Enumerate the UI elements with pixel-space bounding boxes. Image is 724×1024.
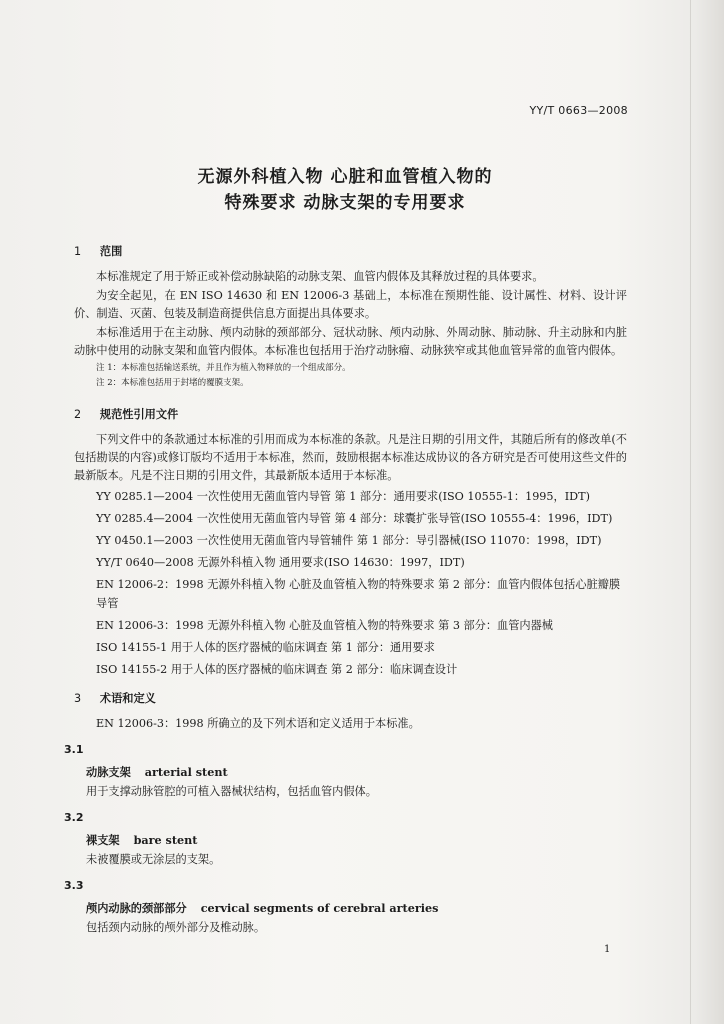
document-body [64,243,627,939]
page-edge [690,0,691,1024]
document-title-line-2: 特殊要求 动脉支架的专用要求 [224,193,466,213]
section-1-heading [74,243,627,261]
section-3-heading [74,690,627,708]
reference-item: YY 0285.4—2004 一次性使用无菌血管内导管 第 4 部分：球囊扩张导管(ISO 10555-4：1996，IDT) [96,512,613,525]
section-number: 3 [74,692,82,705]
note: 注 2：本标准包括用于封堵的覆膜支架。 [96,378,249,388]
paragraph: 本标准适用于在主动脉、颅内动脉的颈部部分、冠状动脉、颅内动脉、外周动脉、肺动脉、升主动脉和内脏动脉中使用的动脉支架和血管内假体。本标准也包括用于治疗动脉瘤、动脉狭窄或其他血管异常的血管内假体。 [74,326,627,357]
standard-code: YY/T 0663—2008 [529,104,628,117]
reference-item: YY 0450.1—2003 一次性使用无菌血管内导管辅件 第 1 部分：导引器械(ISO 11070：1998，IDT) [96,534,602,547]
reference-item: ISO 14155-2 用于人体的医疗器械的临床调查 第 2 部分：临床调查设计 [96,663,458,676]
page-number: 1 [604,944,611,955]
reference-item: ISO 14155-1 用于人体的医疗器械的临床调查 第 1 部分：通用要求 [96,641,435,654]
reference-item: YY/T 0640—2008 无源外科植入物 通用要求(ISO 14630：1997，IDT) [96,556,465,569]
reference-item: YY 0285.1—2004 一次性使用无菌血管内导管 第 1 部分：通用要求(ISO 10555-1：1995，IDT) [96,490,590,503]
term-zh: 动脉支架 [86,765,131,779]
paragraph: 本标准规定了用于矫正或补偿动脉缺陷的动脉支架、血管内假体及其释放过程的具体要求。 [96,270,544,283]
note: 注 1：本标准包括输送系统，并且作为植入物释放的一个组成部分。 [96,363,351,373]
section-number: 1 [74,245,82,258]
section-title: 规范性引用文件 [99,408,179,421]
term-zh: 颅内动脉的颈部部分 [86,901,187,915]
paragraph: EN 12006-3：1998 所确立的及下列术语和定义适用于本标准。 [96,717,420,730]
term-number: 3.1 [64,743,84,756]
section-number: 2 [74,408,82,421]
term-heading [86,899,627,917]
document-title-line-1: 无源外科植入物 心脏和血管植入物的 [197,167,493,187]
term-heading [86,831,627,849]
paragraph: 下列文件中的条款通过本标准的引用而成为本标准的条款。凡是注日期的引用文件，其随后所有的修改单(不包括勘误的内容)或修订版均不适用于本标准，然而，鼓励根据本标准达成协议的各方研究是否可使用这些文件的最新版本。凡是不注日期的引用文件，其最新版本适用于本标准。 [74,433,627,482]
term-en: cervical segments of cerebral arteries [200,901,439,915]
section-title: 范围 [99,245,123,258]
term-definition: 包括颈内动脉的颅外部分及椎动脉。 [86,921,266,934]
reference-item: EN 12006-2：1998 无源外科植入物 心脏及血管植入物的特殊要求 第 2 部分：血管内假体包括心脏瓣膜导管 [96,578,621,610]
term-heading [86,763,627,781]
term-number: 3.3 [64,879,84,892]
section-title: 术语和定义 [99,692,156,705]
reference-item: EN 12006-3：1998 无源外科植入物 心脏及血管植入物的特殊要求 第 3 部分：血管内器械 [96,619,553,632]
term-en: bare stent [133,833,198,847]
paragraph: 为安全起见，在 EN ISO 14630 和 EN 12006-3 基础上，本标准在预期性能、设计属性、材料、设计评价、制造、灭菌、包装及制造商提供信息方面提出具体要求。 [74,289,627,320]
term-definition: 用于支撑动脉管腔的可植入器械状结构，包括血管内假体。 [86,785,377,798]
term-zh: 裸支架 [86,833,120,847]
term-definition: 未被覆膜或无涂层的支架。 [86,853,221,866]
section-2-heading [74,406,627,424]
term-en: arterial stent [144,765,228,779]
term-number: 3.2 [64,811,84,824]
